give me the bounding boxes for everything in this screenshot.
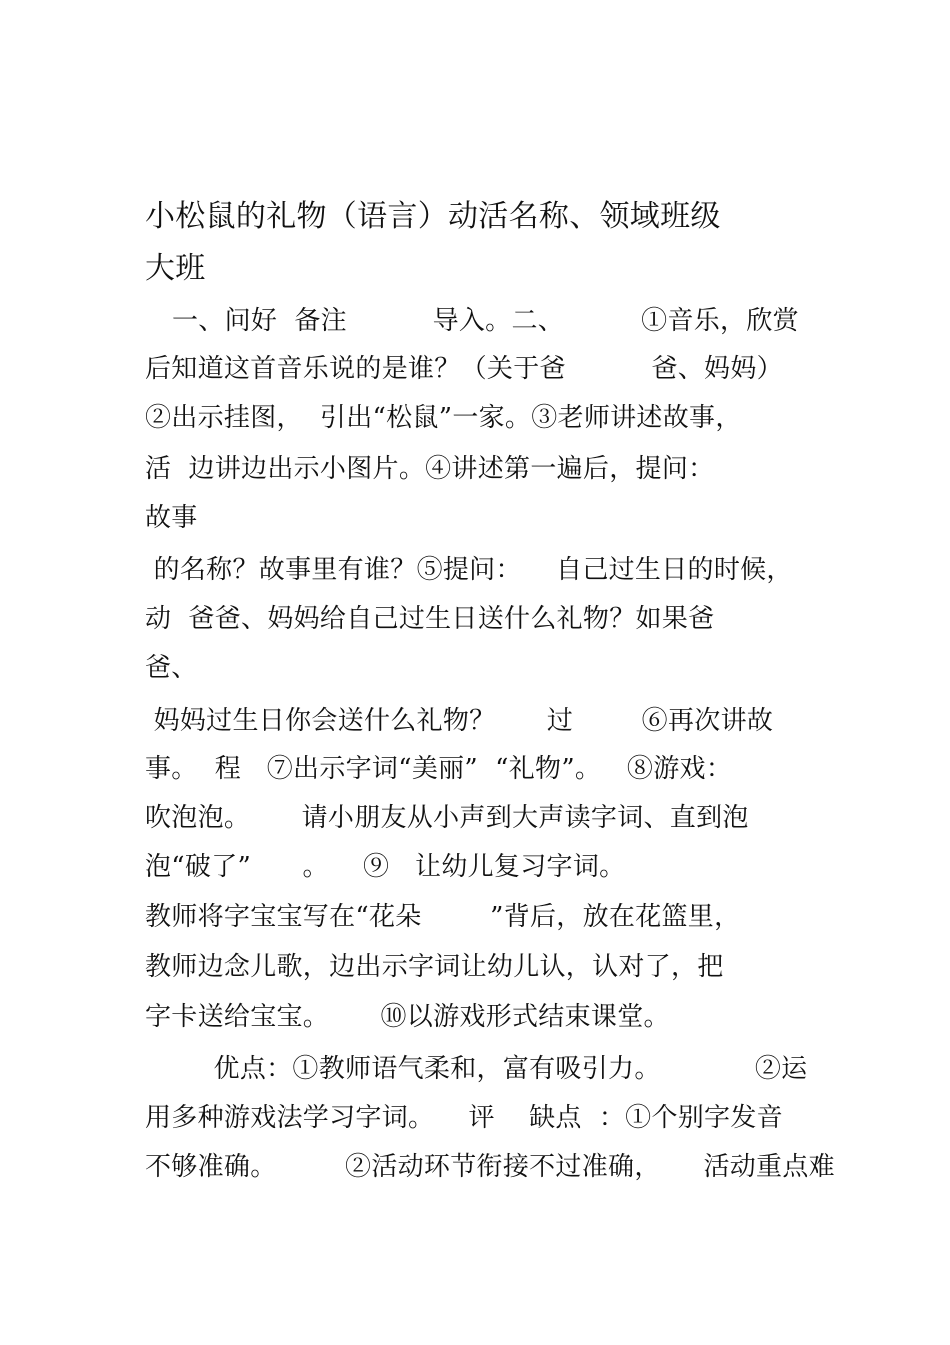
body-line-18: 不够准确。 ②活动环节衔接不过准确， 活动重点难 [145, 1152, 835, 1182]
body-line-5: 故事 [145, 503, 198, 533]
body-line-16: 优点：①教师语气柔和，富有吸引力。 ②运 [145, 1054, 808, 1084]
body-line-11: 吹泡泡。 请小朋友从小声到大声读字词、直到泡 [145, 803, 749, 833]
body-line-13: 教师将字宝宝写在“花朵 ”背后，放在花篮里， [145, 902, 741, 932]
body-line-12: 泡“破了” 。 ⑨ 让幼儿复习字词。 [145, 852, 626, 882]
document-title-line-2: 大班 [145, 251, 206, 286]
body-line-8: 爸、 [145, 653, 198, 683]
body-line-17: 用多种游戏法学习字词。 评 缺点 ：①个别字发音 [145, 1103, 783, 1133]
body-line-15: 字卡送给宝宝。 ⑩以游戏形式结束课堂。 [145, 1002, 670, 1032]
body-line-7: 动 爸爸、妈妈给自己过生日送什么礼物？如果爸 [145, 604, 715, 634]
body-line-9: 妈妈过生日你会送什么礼物？ 过 ⑥再次讲故 [145, 706, 774, 736]
body-line-6: 的名称？故事里有谁？⑤提问： 自己过生日的时候， [145, 555, 793, 585]
document-title-line-1: 小松鼠的礼物（语言）动活名称、领域班级 [145, 199, 721, 234]
body-line-2: 后知道这首音乐说的是谁？（关于爸 爸、妈妈） [145, 354, 783, 384]
body-line-4: 活 边讲边出示小图片。④讲述第一遍后，提问： [145, 454, 715, 484]
body-line-14: 教师边念儿歌，边出示字词让幼儿认，认对了，把 [145, 952, 724, 982]
body-line-1: 一、问好 备注 导入。二、 ①音乐，欣赏 [172, 306, 799, 336]
body-line-10: 事。 程 ⑦出示字词“美丽” “礼物”。 ⑧游戏： [145, 754, 733, 784]
body-line-3: ②出示挂图， 引出“松鼠”一家。③老师讲述故事， [145, 403, 742, 433]
